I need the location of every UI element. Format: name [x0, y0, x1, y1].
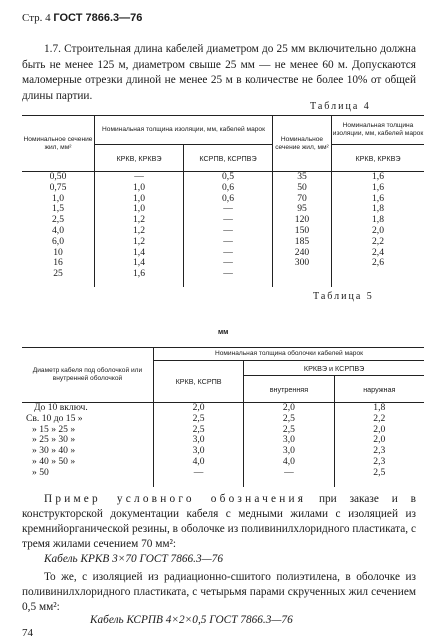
t4-krkv-value: 1,2 — [133, 235, 145, 247]
t4-section: 2,5 — [52, 214, 64, 226]
t4-head-kspv: КСРПВ, КСРПВЭ — [184, 145, 273, 172]
t5-outer-value: 2,2 — [373, 412, 386, 424]
example-2: То же, с изоляцией из радиационно-сшитого полиэтилена, в оболочке из поливинилхлоридного пластиката, с четырьмя парами скрученных жил сечением 0,5 мм²: — [22, 571, 416, 613]
t4-section-right: 70 — [297, 192, 307, 204]
t5-outer-value: 2,0 — [373, 423, 386, 435]
t4-krkv-value: 1,4 — [133, 257, 145, 269]
t4-section-right: 95 — [297, 203, 307, 215]
t5-inner-value: 2,0 — [282, 402, 295, 413]
t4-section-right: 185 — [294, 235, 310, 247]
formula-2: Кабель КСРПВ 4×2×0,5 ГОСТ 7866.3—76 — [90, 614, 293, 626]
t5-diameter: » 40 » 50 » — [32, 455, 76, 467]
t4-kspv-value: 0,6 — [222, 181, 234, 193]
t4-kspv-value: 0,6 — [222, 192, 234, 204]
t5-inner-value: 3,0 — [282, 445, 295, 457]
t5-head-krkve-kspve: КРКВЭ и КСРПВЭ — [244, 361, 424, 376]
t5-krkv-value: 3,0 — [192, 434, 205, 446]
t5-col-inner — [244, 403, 334, 488]
t5-krkv-value: 3,0 — [192, 445, 205, 457]
example-1 — [22, 492, 416, 552]
t5-head-krkv-kspv: КРКВ, КСРПВ — [153, 361, 243, 403]
page-number: 74 — [22, 627, 33, 639]
t4-krkv-right-value: 2,4 — [372, 246, 384, 258]
t4-krkv-value: 1,0 — [133, 181, 145, 193]
t4-section: 0,75 — [49, 181, 67, 193]
t4-kspv-value: — — [223, 246, 233, 258]
t4-section-right: 300 — [294, 257, 310, 269]
t5-inner-value: 3,0 — [282, 434, 295, 446]
t4-krkv-right-value: 1,8 — [372, 203, 384, 215]
t5-diameter: Св. 10 до 15 » — [26, 412, 83, 424]
t5-outer-value: 1,8 — [373, 402, 386, 413]
t4-krkv-value: — — [134, 171, 144, 182]
t5-inner-value: — — [284, 466, 294, 478]
t4-kspv-value: — — [223, 268, 233, 280]
t5-head-sheath: Номинальная толщина оболочки кабелей марок — [153, 348, 424, 361]
t4-krkv-value: 1,0 — [133, 203, 145, 215]
t5-diameter: » 50 — [32, 466, 49, 478]
table5-label: Таблица 5 — [313, 291, 374, 302]
t4-head-insulation-right: Номинальная толщина изоляции, мм, кабелей марок — [332, 116, 425, 145]
example-intro-rest: при заказе и в конструкторской документации кабеля с медными жилами с изоляцией из кремнийорганической резины, в оболочке из поливинилхлоридного пластиката, с тремя жилами сечением 70 мм²: — [22, 493, 416, 550]
t5-outer-value: 2,3 — [373, 445, 386, 457]
t4-col-krkv-right — [332, 172, 425, 288]
t4-krkv-right-value: 1,6 — [372, 181, 384, 193]
table4-label: Таблица 4 — [310, 101, 371, 112]
t4-krkv-right-value: 2,6 — [372, 257, 384, 269]
t4-section-right: 50 — [297, 181, 307, 193]
t5-krkv-value: 2,5 — [192, 423, 205, 435]
t4-kspv-value: 0,5 — [222, 171, 234, 182]
table-5 — [22, 347, 424, 487]
t4-section: 25 — [53, 268, 63, 280]
t5-diameter: До 10 включ. — [34, 402, 88, 413]
t4-krkv-value: 1,4 — [133, 246, 145, 258]
t4-head-insulation: Номинальная толщина изоляции, мм, кабелей марок — [95, 116, 273, 145]
t4-head-krkv-right: КРКВ, КРКВЭ — [332, 145, 425, 172]
t4-krkv-value: 1,2 — [133, 224, 145, 236]
t5-krkv-value: — — [193, 466, 204, 478]
page-header — [22, 12, 142, 24]
t4-col-section-left — [22, 172, 95, 288]
header-gost: ГОСТ 7866.3—76 — [53, 12, 143, 24]
t4-section-right: 150 — [294, 224, 310, 236]
t4-col-krkv — [95, 172, 184, 288]
t4-krkv-value: 1,0 — [133, 192, 145, 204]
t4-section: 6,0 — [52, 235, 64, 247]
t5-inner-value: 2,5 — [282, 412, 295, 424]
t4-krkv-value: 1,2 — [133, 214, 145, 226]
t4-krkv-right-value: 1,6 — [372, 171, 384, 182]
mm-unit-label: мм — [218, 329, 229, 336]
t5-outer-value: 2,0 — [373, 434, 386, 446]
t4-section: 10 — [53, 246, 63, 258]
t5-diameter: » 15 » 25 » — [32, 423, 76, 435]
t5-head-outer: наружная — [334, 376, 424, 403]
t4-head-krkv: КРКВ, КРКВЭ — [95, 145, 184, 172]
t5-head-inner: внутренняя — [244, 376, 334, 403]
paragraph-1-7: 1.7. Строительная длина кабелей диаметром до 25 мм включительно должна быть не менее 125 м, диаметром свыше 25 мм — не менее 60 м. Допускаются маломерные отрезки длиной не менее 25 м в количестве не более 10% от общей длины партии. — [22, 43, 416, 102]
t4-section: 1,5 — [52, 203, 64, 215]
t4-section-right: 35 — [297, 171, 307, 182]
t4-col-kspv — [184, 172, 273, 288]
t5-inner-value: 4,0 — [282, 455, 295, 467]
t5-krkv-value: 4,0 — [192, 455, 205, 467]
t5-diameter: » 30 » 40 » — [32, 445, 76, 457]
t4-kspv-value: — — [223, 203, 233, 215]
t4-kspv-value: — — [223, 235, 233, 247]
t5-inner-value: 2,5 — [282, 423, 295, 435]
t4-krkv-right-value: 1,8 — [372, 214, 384, 226]
t5-diameter: » 25 » 30 » — [32, 434, 76, 446]
t4-section: 1,0 — [52, 192, 64, 204]
t4-krkv-right-value: 2,0 — [372, 224, 384, 236]
t4-col-section-right — [273, 172, 332, 288]
t4-krkv-right-value: 2,2 — [372, 235, 384, 247]
t4-krkv-value: 1,6 — [133, 268, 145, 280]
t4-section: 0,50 — [49, 171, 67, 182]
t4-section-right: 120 — [294, 214, 310, 226]
t4-section-right: 240 — [294, 246, 310, 258]
t5-col-diameter — [22, 403, 153, 488]
t4-section: 4,0 — [52, 224, 64, 236]
t4-head-section-left: Номинальное сечение жил, мм² — [22, 116, 95, 172]
t5-head-diameter: Диаметр кабеля под оболочкой или внутренней оболочкой — [22, 348, 153, 403]
t4-kspv-value: — — [223, 214, 233, 226]
formula-1: Кабель КРКВ 3×70 ГОСТ 7866.3—76 — [44, 553, 223, 565]
t5-col-krkv — [153, 403, 243, 488]
t4-krkv-right-value: 1,6 — [372, 192, 384, 204]
t4-kspv-value: — — [223, 224, 233, 236]
t5-outer-value: 2,5 — [373, 466, 386, 478]
t5-outer-value: 2,3 — [373, 455, 386, 467]
t5-krkv-value: 2,5 — [192, 412, 205, 424]
t4-head-section-right: Номинальное сечение жил, мм² — [273, 116, 332, 172]
example-intro-spaced: Пример условного обозначения — [44, 493, 307, 505]
header-prefix: Стр. 4 — [22, 12, 51, 24]
table-4 — [22, 115, 424, 287]
t4-kspv-value: — — [223, 257, 233, 269]
t5-col-outer — [334, 403, 424, 488]
t5-krkv-value: 2,0 — [192, 402, 205, 413]
t4-section: 16 — [53, 257, 63, 269]
